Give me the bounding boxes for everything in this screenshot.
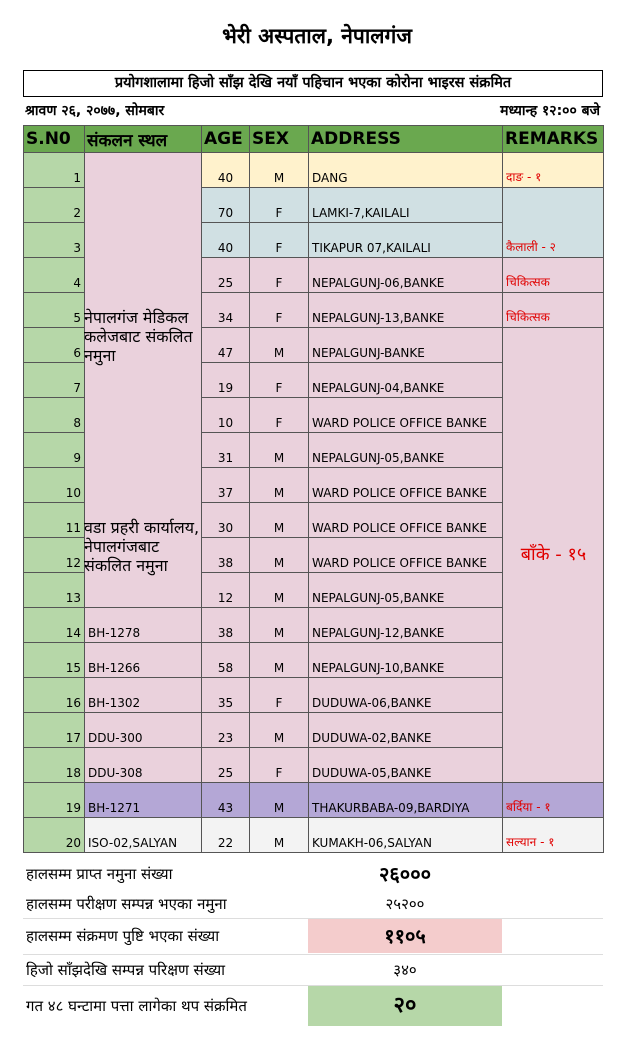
cell-age: 25: [202, 258, 250, 293]
table-header-row: [24, 126, 604, 153]
cell-sn: 17: [24, 713, 85, 748]
cell-sex: F: [250, 398, 309, 433]
cell-sn: 10: [24, 468, 85, 503]
report-date: श्रावण २६, २०७७, सोमबार: [25, 103, 165, 119]
cell-age: 34: [202, 293, 250, 328]
cell-sn: 1: [24, 153, 85, 188]
summary-label: हालसम्म परीक्षण सम्पन्न भएका नमुना: [26, 895, 227, 913]
cell-age: 47: [202, 328, 250, 363]
cell-age: 22: [202, 818, 250, 853]
cell-age: 40: [202, 223, 250, 258]
cell-sex: M: [250, 713, 309, 748]
cell-address: WARD POLICE OFFICE BANKE: [309, 503, 503, 538]
cell-sex: F: [250, 258, 309, 293]
summary-label: हालसम्म प्राप्त नमुना संख्या: [26, 865, 173, 883]
cell-address: DUDUWA-06,BANKE: [309, 678, 503, 713]
cell-sex: M: [250, 433, 309, 468]
cell-age: 38: [202, 538, 250, 573]
report-time: मध्यान्ह १२:०० बजे: [500, 103, 600, 119]
cell-source: BH-1302: [85, 678, 202, 713]
page-title: भेरी अस्पताल, नेपालगंज: [222, 24, 412, 48]
cell-sn: 15: [24, 643, 85, 678]
cell-address: WARD POLICE OFFICE BANKE: [309, 398, 503, 433]
cell-sex: M: [250, 153, 309, 188]
summary-value: ११०५: [308, 919, 502, 953]
cell-age: 10: [202, 398, 250, 433]
cell-sex: M: [250, 468, 309, 503]
summary-label: हिजो साँझदेखि सम्पन्न परिक्षण संख्या: [26, 961, 226, 979]
cell-remarks: चिकित्सक: [503, 293, 604, 328]
summary-value: २६०००: [379, 862, 431, 886]
cell-address: DUDUWA-05,BANKE: [309, 748, 503, 783]
cell-age: 30: [202, 503, 250, 538]
cell-sn: 4: [24, 258, 85, 293]
cell-remarks: दाङ - १: [503, 153, 604, 188]
cell-sn: 20: [24, 818, 85, 853]
cell-sn: 12: [24, 538, 85, 573]
cell-address: DANG: [309, 153, 503, 188]
summary-value: २५२००: [385, 895, 425, 913]
cell-sn: 7: [24, 363, 85, 398]
cell-sex: M: [250, 573, 309, 608]
summary-value: ३४०: [393, 961, 417, 979]
cell-address: NEPALGUNJ-12,BANKE: [309, 608, 503, 643]
table-row: [24, 818, 604, 853]
summary-label: हालसम्म संक्रमण पुष्टि भएका संख्या: [26, 927, 220, 945]
header-sn: S.N0: [24, 126, 85, 153]
cell-age: 19: [202, 363, 250, 398]
table-row: [24, 783, 604, 818]
cell-sn: 14: [24, 608, 85, 643]
cell-source: BH-1271: [85, 783, 202, 818]
cell-age: 12: [202, 573, 250, 608]
summary-row: [23, 954, 603, 985]
cell-address: NEPALGUNJ-10,BANKE: [309, 643, 503, 678]
cell-address: NEPALGUNJ-06,BANKE: [309, 258, 503, 293]
remark-banke-total: बाँके - १५: [520, 544, 587, 565]
header-source: संकलन स्थल: [85, 126, 202, 153]
cell-remarks: बर्दिया - १: [503, 783, 604, 818]
cell-source: DDU-308: [85, 748, 202, 783]
summary-row: [23, 890, 603, 918]
summary-label: गत ४८ घन्टामा पत्ता लागेका थप संक्रमित: [26, 997, 247, 1015]
summary-row: [23, 858, 603, 890]
cell-source: DDU-300: [85, 713, 202, 748]
cell-sex: F: [250, 223, 309, 258]
cell-age: 40: [202, 153, 250, 188]
cell-age: 23: [202, 713, 250, 748]
cell-sex: F: [250, 188, 309, 223]
cell-address: NEPALGUNJ-BANKE: [309, 328, 503, 363]
cell-sn: 9: [24, 433, 85, 468]
cell-age: 58: [202, 643, 250, 678]
cell-address: LAMKI-7,KAILALI: [309, 188, 503, 223]
header-age: AGE: [202, 126, 250, 153]
cell-age: 70: [202, 188, 250, 223]
cell-age: 25: [202, 748, 250, 783]
cell-age: 35: [202, 678, 250, 713]
cell-age: 43: [202, 783, 250, 818]
summary-row: [23, 918, 603, 953]
cell-sex: F: [250, 678, 309, 713]
cell-source: BH-1266: [85, 643, 202, 678]
cell-age: 38: [202, 608, 250, 643]
cell-address: NEPALGUNJ-04,BANKE: [309, 363, 503, 398]
cell-address: WARD POLICE OFFICE BANKE: [309, 538, 503, 573]
cell-sex: F: [250, 293, 309, 328]
cell-address: NEPALGUNJ-13,BANKE: [309, 293, 503, 328]
cell-address: TIKAPUR 07,KAILALI: [309, 223, 503, 258]
summary-row: [23, 985, 603, 1026]
cell-sex: F: [250, 748, 309, 783]
cell-sex: M: [250, 328, 309, 363]
cell-sex: M: [250, 608, 309, 643]
cell-sn: 3: [24, 223, 85, 258]
cell-address: NEPALGUNJ-05,BANKE: [309, 573, 503, 608]
cell-address: KUMAKH-06,SALYAN: [309, 818, 503, 853]
cell-remarks: चिकित्सक: [503, 258, 604, 293]
cell-sn: 11: [24, 503, 85, 538]
report-subtitle: प्रयोगशालामा हिजो साँझ देखि नयाँ पहिचान भएका कोरोना भाइरस संक्रमित: [23, 70, 603, 97]
table-row: [24, 153, 604, 188]
cell-sn: 6: [24, 328, 85, 363]
cell-sex: F: [250, 363, 309, 398]
merged-source-medical-college: नेपालगंज मेडिकल कलेजबाट संकलित नमुना: [84, 308, 193, 365]
cell-sn: 18: [24, 748, 85, 783]
cell-age: 37: [202, 468, 250, 503]
cell-remarks: कैलाली - २: [503, 188, 604, 258]
cell-source: BH-1278: [85, 608, 202, 643]
cell-sn: 2: [24, 188, 85, 223]
cases-table: [23, 125, 604, 853]
cell-sn: 19: [24, 783, 85, 818]
summary-value: २०: [308, 986, 502, 1026]
header-sex: SEX: [250, 126, 309, 153]
cell-sn: 8: [24, 398, 85, 433]
cell-sn: 5: [24, 293, 85, 328]
cell-source: ISO-02,SALYAN: [85, 818, 202, 853]
cell-sex: M: [250, 643, 309, 678]
cell-sn: 16: [24, 678, 85, 713]
cell-sex: M: [250, 503, 309, 538]
cell-sex: M: [250, 783, 309, 818]
cell-address: DUDUWA-02,BANKE: [309, 713, 503, 748]
cell-sex: M: [250, 818, 309, 853]
cell-sn: 13: [24, 573, 85, 608]
cell-age: 31: [202, 433, 250, 468]
header-address: ADDRESS: [309, 126, 503, 153]
cell-remarks: सल्यान - १: [503, 818, 604, 853]
cell-address: WARD POLICE OFFICE BANKE: [309, 468, 503, 503]
cell-address: THAKURBABA-09,BARDIYA: [309, 783, 503, 818]
cell-sex: M: [250, 538, 309, 573]
merged-source-ward-police: वडा प्रहरी कार्यालय, नेपालगंजबाट संकलित नमुना: [84, 518, 200, 575]
cell-address: NEPALGUNJ-05,BANKE: [309, 433, 503, 468]
header-remarks: REMARKS: [503, 126, 604, 153]
